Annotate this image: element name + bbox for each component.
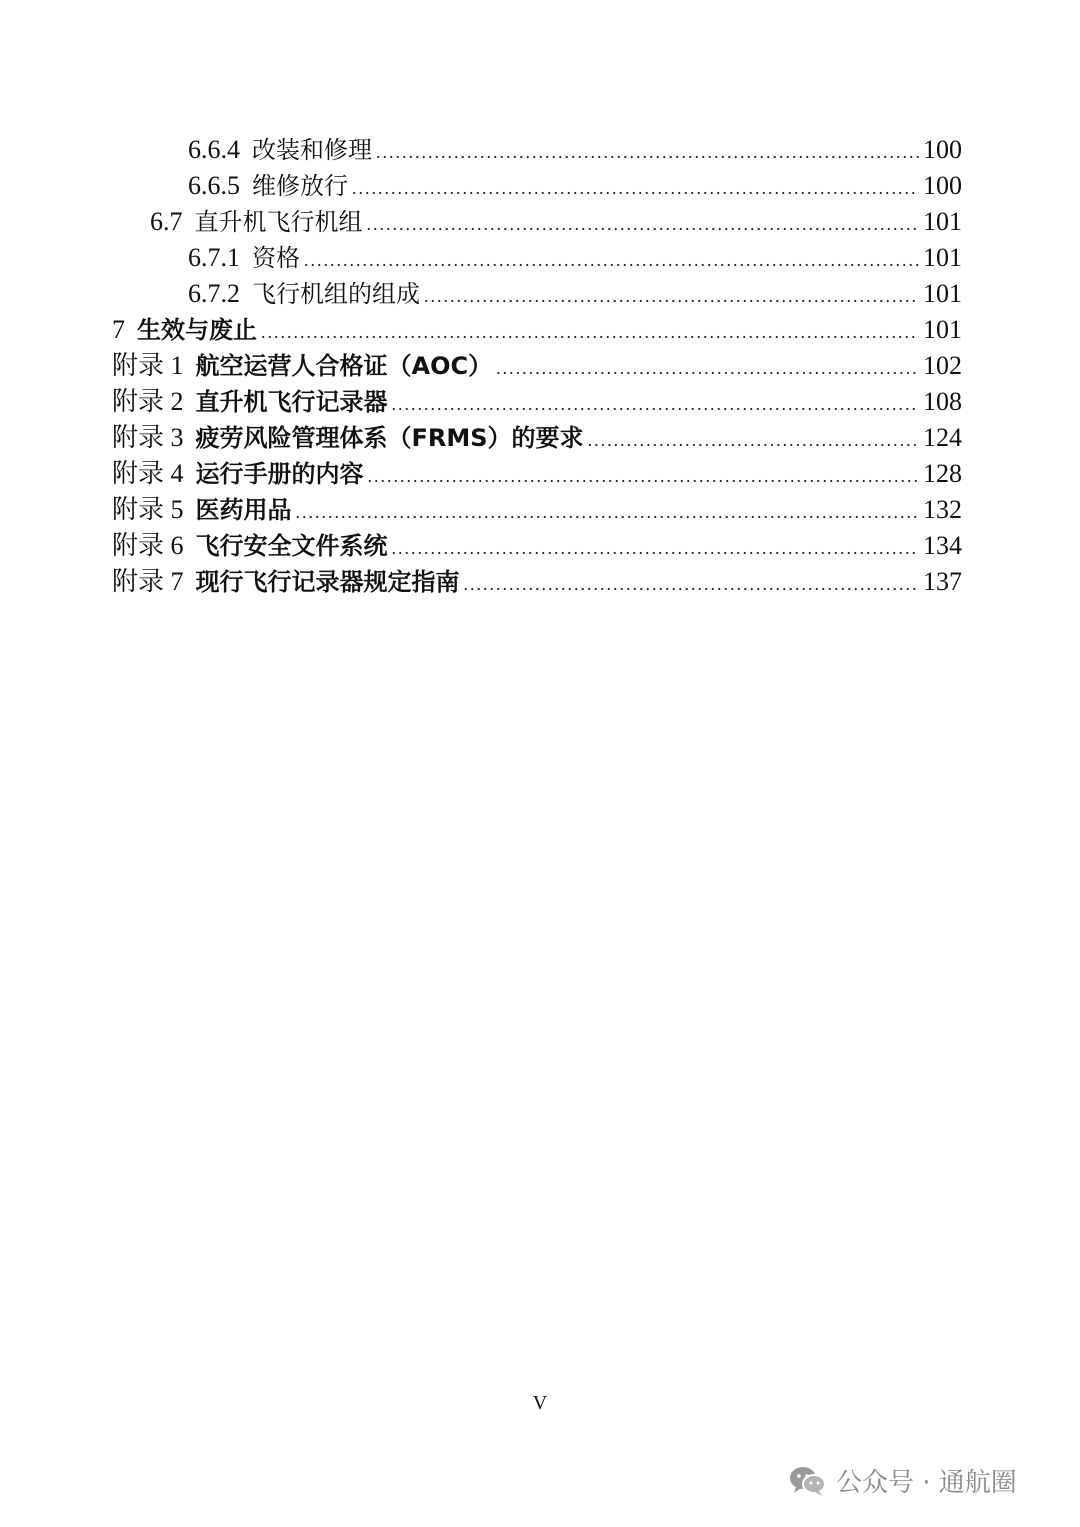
toc-entry-appendix-3[interactable] (112, 420, 962, 456)
toc-title: 资格 (252, 244, 300, 272)
toc-page-number: 134 (923, 531, 962, 560)
toc-entry-6-7-2[interactable] (188, 276, 962, 312)
toc-page-number: 101 (923, 279, 962, 308)
toc-title: 直升机飞行机组 (194, 208, 363, 236)
toc-title: 改装和修理 (252, 136, 372, 164)
toc-number: 6.7.1 (188, 243, 240, 272)
toc-title: 直升机飞行记录器 (195, 388, 388, 416)
toc-title: 飞行机组的组成 (252, 280, 420, 308)
toc-page-number: 100 (923, 171, 962, 200)
dot-leader (296, 494, 919, 530)
toc-title: 飞行安全文件系统 (195, 532, 388, 560)
toc-title: 疲劳风险管理体系（FRMS）的要求 (195, 424, 584, 452)
dot-leader (261, 314, 919, 350)
wechat-icon (788, 1465, 828, 1497)
watermark-text: 公众号 · 通航圈 (836, 1468, 1017, 1498)
toc-entry-appendix-7[interactable] (112, 564, 962, 600)
watermark (788, 1462, 1017, 1499)
toc-number: 6.6.5 (188, 171, 240, 200)
toc-title: 运行手册的内容 (195, 460, 364, 488)
toc-entry-appendix-6[interactable] (112, 528, 962, 564)
toc-page-number: 124 (923, 423, 962, 452)
dot-leader (376, 134, 919, 170)
dot-leader (424, 278, 919, 314)
toc-entry-7[interactable] (112, 312, 962, 348)
dot-leader (352, 170, 919, 206)
toc-page-number: 128 (923, 459, 962, 488)
toc-title: 维修放行 (252, 172, 348, 200)
dot-leader (464, 566, 919, 602)
toc-number: 附录 5 (112, 495, 184, 524)
dot-leader (367, 206, 920, 242)
toc-title: 医药用品 (195, 496, 292, 524)
toc-number: 附录 3 (112, 423, 184, 452)
toc-page-number: 102 (923, 351, 962, 380)
toc-number: 附录 1 (112, 351, 184, 380)
toc-entry-appendix-2[interactable] (112, 384, 962, 420)
toc-page-number: 101 (923, 315, 962, 344)
dot-leader (496, 350, 919, 386)
toc-page-number: 101 (923, 243, 962, 272)
toc-entry-appendix-1[interactable] (112, 348, 962, 384)
toc-number: 6.7.2 (188, 279, 240, 308)
toc-page-number: 132 (923, 495, 962, 524)
toc-title: 生效与废止 (137, 316, 257, 344)
toc-entry-6-7[interactable] (150, 204, 962, 240)
toc-entry-6-6-5[interactable] (188, 168, 962, 204)
toc-number: 附录 2 (112, 387, 184, 416)
toc-number: 附录 4 (112, 459, 184, 488)
toc-page-number: 100 (923, 135, 962, 164)
dot-leader (588, 422, 919, 458)
toc-number: 7 (112, 315, 125, 344)
toc-number: 6.7 (150, 207, 183, 236)
toc-page-number: 108 (923, 387, 962, 416)
toc-number: 附录 7 (112, 567, 184, 596)
dot-leader (392, 386, 919, 422)
toc-number: 6.6.4 (188, 135, 240, 164)
dot-leader (392, 530, 919, 566)
dot-leader (368, 458, 919, 494)
toc-title: 现行飞行记录器规定指南 (195, 568, 460, 596)
page-folio: V (532, 1392, 548, 1414)
toc-entry-appendix-5[interactable] (112, 492, 962, 528)
toc-page-number: 137 (923, 567, 962, 596)
toc-title: 航空运营人合格证（AOC） (195, 352, 493, 380)
toc-entry-6-6-4[interactable] (188, 132, 962, 168)
toc-number: 附录 6 (112, 531, 184, 560)
toc-entry-6-7-1[interactable] (188, 240, 962, 276)
dot-leader (304, 242, 919, 278)
toc-page-number: 101 (923, 207, 962, 236)
toc-entry-appendix-4[interactable] (112, 456, 962, 492)
